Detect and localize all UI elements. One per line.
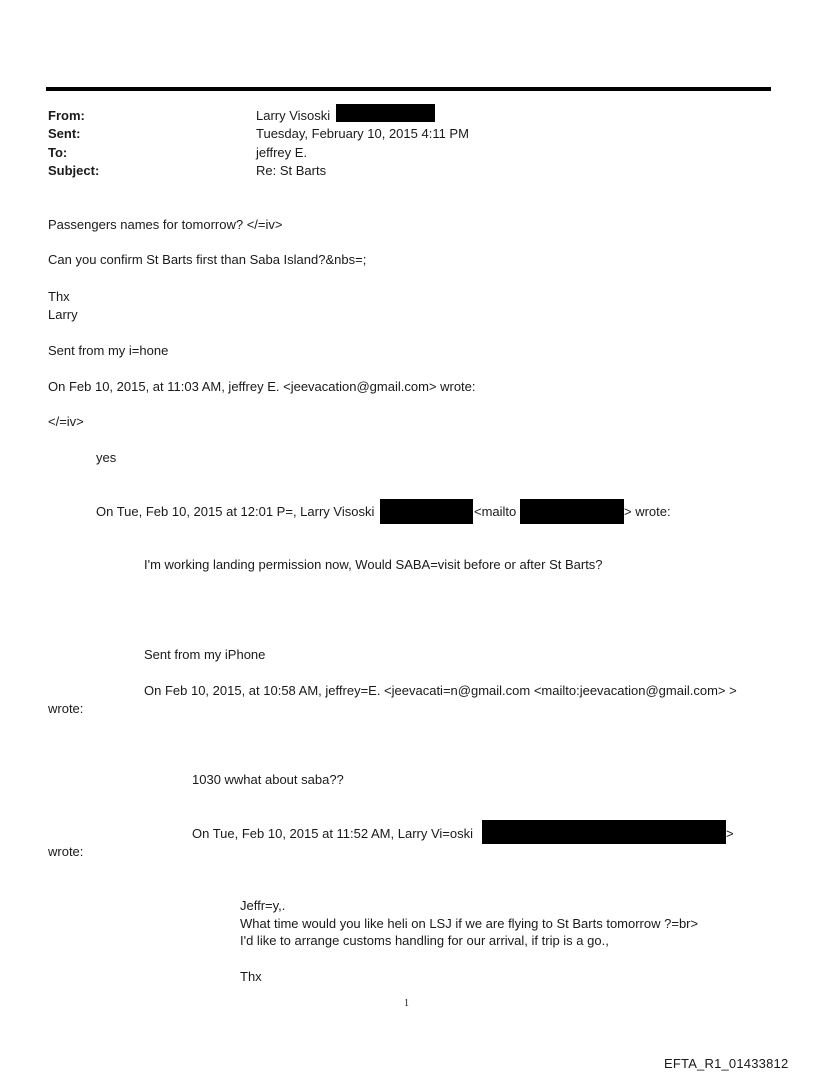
quote-attribution: On Tue, Feb 10, 2015 at 11:52 AM, Larry Vi=oski bbox=[192, 826, 473, 841]
body-line: On Feb 10, 2015, at 11:03 AM, jeffrey E. <jeevacation@gmail.com> wrote: bbox=[48, 379, 476, 394]
quoted-message: I'm working landing permission now, Would SABA=visit before or after St Barts? bbox=[144, 557, 603, 572]
redaction-box bbox=[482, 820, 726, 844]
quote-attribution-wrap: wrote: bbox=[48, 701, 84, 716]
quoted-line: Jeffr=y,. bbox=[240, 898, 286, 913]
from-label: From: bbox=[48, 108, 85, 123]
quote-attribution-mailto: <mailto bbox=[474, 504, 517, 519]
quoted-line: What time would you like heli on LSJ if we are flying to St Barts tomorrow ?=br> bbox=[240, 916, 699, 931]
subject-label: Subject: bbox=[48, 163, 100, 178]
subject-value: Re: St Barts bbox=[256, 163, 327, 178]
header-rule bbox=[46, 87, 771, 91]
quote-attribution-wrap: wrote: bbox=[48, 844, 84, 859]
quote-attribution-end: > wrote: bbox=[624, 504, 671, 519]
body-line: Sent from my i=hone bbox=[48, 343, 169, 358]
redaction-box bbox=[520, 499, 624, 524]
quoted-line: I'd like to arrange customs handling for our arrival, if trip is a go., bbox=[240, 933, 609, 948]
redaction-box bbox=[380, 499, 473, 524]
quote-attribution: On Tue, Feb 10, 2015 at 12:01 P=, Larry Visoski bbox=[96, 504, 375, 519]
body-line: Can you confirm St Barts first than Saba Island?&nbs=; bbox=[48, 252, 367, 267]
to-value: jeffrey E. bbox=[256, 145, 308, 160]
body-line: Larry bbox=[48, 307, 78, 322]
quoted-reply: yes bbox=[96, 450, 117, 465]
redaction-box bbox=[336, 104, 435, 122]
quoted-message: 1030 wwhat about saba?? bbox=[192, 772, 344, 787]
to-label: To: bbox=[48, 145, 68, 160]
sent-value: Tuesday, February 10, 2015 4:11 PM bbox=[256, 126, 469, 141]
page-number: 1 bbox=[404, 998, 409, 1009]
body-line: </=iv> bbox=[48, 414, 84, 429]
quote-attribution: On Feb 10, 2015, at 10:58 AM, jeffrey=E. <jeevacati=n@gmail.com <mailto:jeevacation@gmail.com> > bbox=[144, 683, 737, 698]
quoted-signature: Sent from my iPhone bbox=[144, 647, 266, 662]
body-line: Passengers names for tomorrow? </=iv> bbox=[48, 217, 283, 232]
body-line: Thx bbox=[48, 289, 70, 304]
quoted-line: Thx bbox=[240, 969, 262, 984]
quote-attribution-end: > bbox=[726, 826, 734, 841]
from-value: Larry Visoski bbox=[256, 108, 331, 123]
sent-label: Sent: bbox=[48, 126, 81, 141]
document-id: EFTA_R1_01433812 bbox=[664, 1056, 789, 1071]
